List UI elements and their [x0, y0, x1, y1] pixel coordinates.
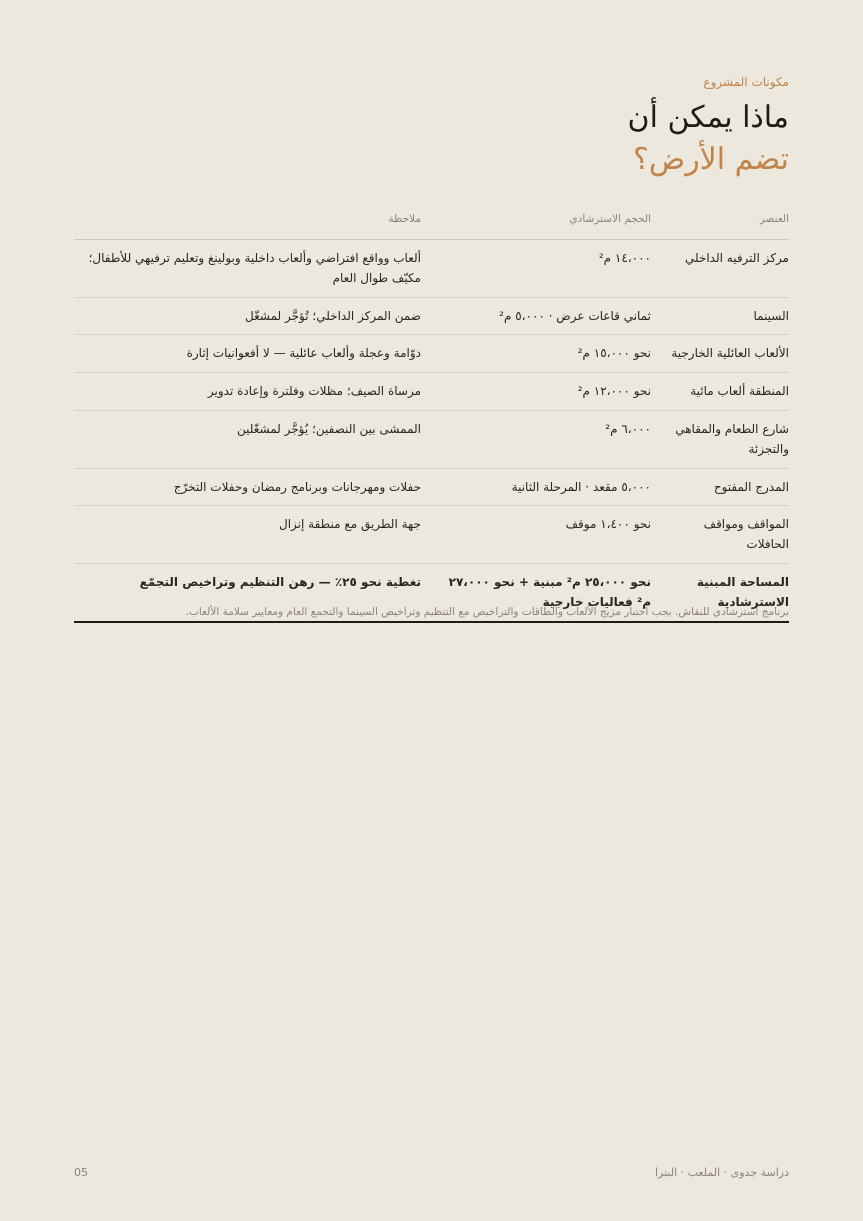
cell-element: المدرج المفتوح: [651, 468, 789, 506]
page-title-line-1: ماذا يمكن أن: [627, 100, 789, 135]
table-row: [74, 373, 789, 411]
cell-note: الممشى بين النصفين؛ يُؤجَّر لمشغّلين: [74, 410, 421, 468]
table-row: [74, 335, 789, 373]
cell-note: ألعاب وواقع افتراضي وألعاب داخلية وبولينغ وتعليم ترفيهي للأطفال؛ مكيّف طوال العام: [74, 240, 421, 298]
cell-element: شارع الطعام والمقاهي والتجزئة: [651, 410, 789, 468]
cell-size: ١٤،٠٠٠ م²: [421, 240, 651, 298]
cell-element: الألعاب العائلية الخارجية: [651, 335, 789, 373]
cell-total-size: نحو ٢٥،٠٠٠ م² مبنية + نحو ٢٧،٠٠٠ م² فعاليات خارجية: [421, 563, 651, 621]
cell-size: نحو ١٥،٠٠٠ م²: [421, 335, 651, 373]
table-row: [74, 506, 789, 564]
column-header-element: العنصر: [651, 205, 789, 240]
table-row: [74, 468, 789, 506]
column-header-note: ملاحظة: [74, 205, 421, 240]
footer-document-label: دراسة جدوى · الملعب · البترا: [654, 1166, 789, 1179]
cell-size: نحو ١٢،٠٠٠ م²: [421, 373, 651, 411]
table-row: [74, 240, 789, 298]
cell-note: مرساة الصيف؛ مظلات وفلترة وإعادة تدوير: [74, 373, 421, 411]
table-row: [74, 297, 789, 335]
components-table: [74, 205, 789, 623]
cell-total-note: تغطية نحو ٢٥٪ — رهن التنظيم وتراخيص التجمّع: [74, 563, 421, 621]
cell-note: جهة الطريق مع منطقة إنزال: [74, 506, 421, 564]
cell-element: السينما: [651, 297, 789, 335]
table-header-row: [74, 205, 789, 240]
cell-element: المواقف ومواقف الحافلات: [651, 506, 789, 564]
cell-size: ٦،٠٠٠ م²: [421, 410, 651, 468]
cell-note: ضمن المركز الداخلي؛ تُؤجَّر لمشغّل: [74, 297, 421, 335]
cell-element: المنطقة ألعاب مائية: [651, 373, 789, 411]
table-footnote: برنامج استرشادي للنقاش. يجب اختبار مزيج الألعاب والطاقات والتراخيص مع التنظيم وتراخيص السينما والتجمع العام ومعايير سلامة الألعاب.: [185, 606, 789, 618]
page-title-line-2: تضم الأرض؟: [633, 142, 789, 177]
footer-page-number: 05: [74, 1166, 88, 1179]
section-eyebrow: مكونات المشروع: [703, 75, 789, 89]
column-header-size: الحجم الاسترشادي: [421, 205, 651, 240]
cell-note: دوّامة وعجلة وألعاب عائلية — لا أفعوانيات إثارة: [74, 335, 421, 373]
cell-size: نحو ١،٤٠٠ موقف: [421, 506, 651, 564]
cell-size: ثماني قاعات عرض · ٥،٠٠٠ م²: [421, 297, 651, 335]
cell-size: ٥،٠٠٠ مقعد · المرحلة الثانية: [421, 468, 651, 506]
cell-element: مركز الترفيه الداخلي: [651, 240, 789, 298]
cell-total-element: المساحة المبنية الاسترشادية: [651, 563, 789, 621]
cell-note: حفلات ومهرجانات وبرنامج رمضان وحفلات التخرّج: [74, 468, 421, 506]
table-row: [74, 410, 789, 468]
